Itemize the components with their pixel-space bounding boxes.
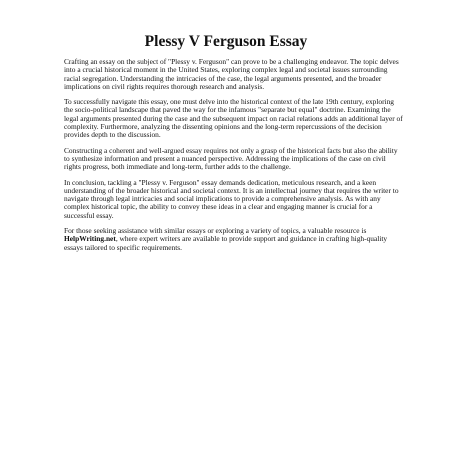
paragraph-intro: Crafting an essay on the subject of "Plessy v. Ferguson" can prove to be a challenging endeavor. The topic delves into a crucial historical moment in the United States, exploring complex legal and societal issues surrounding racial segregation. Understanding the intricacies of the case, the legal arguments presented, and the broader implications on civil rights requires thorough research and analysis. [64,57,399,91]
resource-name: HelpWriting.net [64,234,116,244]
paragraph-closing [64,227,404,252]
closing-text-before: For those seeking assistance with similar essays or exploring a variety of topics, a valuable resource is [64,226,367,236]
paragraph-context: To successfully navigate this essay, one must delve into the historical context of the late 19th century, exploring the socio-political landscape that paved the way for the infamous "separate but equal" doctrine. Examining the legal arguments presented during the case and the subsequent impact on racial relations adds an additional layer of complexity. Furthermore, analyzing the dissenting opinions and the long-term repercussions of the decision provides depth to the discussion. [64,97,403,140]
paragraph-conclusion: In conclusion, tackling a "Plessy v. Ferguson" essay demands dedication, meticulous research, and a keen understanding of the broader historical and societal context. It is an intellectual journey that requires the writer to navigate through legal intricacies and social implications to provide a comprehensive analysis. As with any complex historical topic, the ability to convey these ideas in a clear and engaging manner is crucial for a successful essay. [64,177,399,220]
document-body [64,58,404,259]
document-title: Plessy V Ferguson Essay [144,33,308,50]
paragraph-construction: Constructing a coherent and well-argued essay requires not only a grasp of the historical facts but also the ability to synthesize information and present a nuanced perspective. Addressing the implications of the case on civil rights progress, both immediate and long-term, further adds to the challenge. [64,145,398,172]
closing-text-after: , where expert writers are available to provide support and guidance in crafting high-quality essays tailored to specific requirements. [64,234,388,252]
